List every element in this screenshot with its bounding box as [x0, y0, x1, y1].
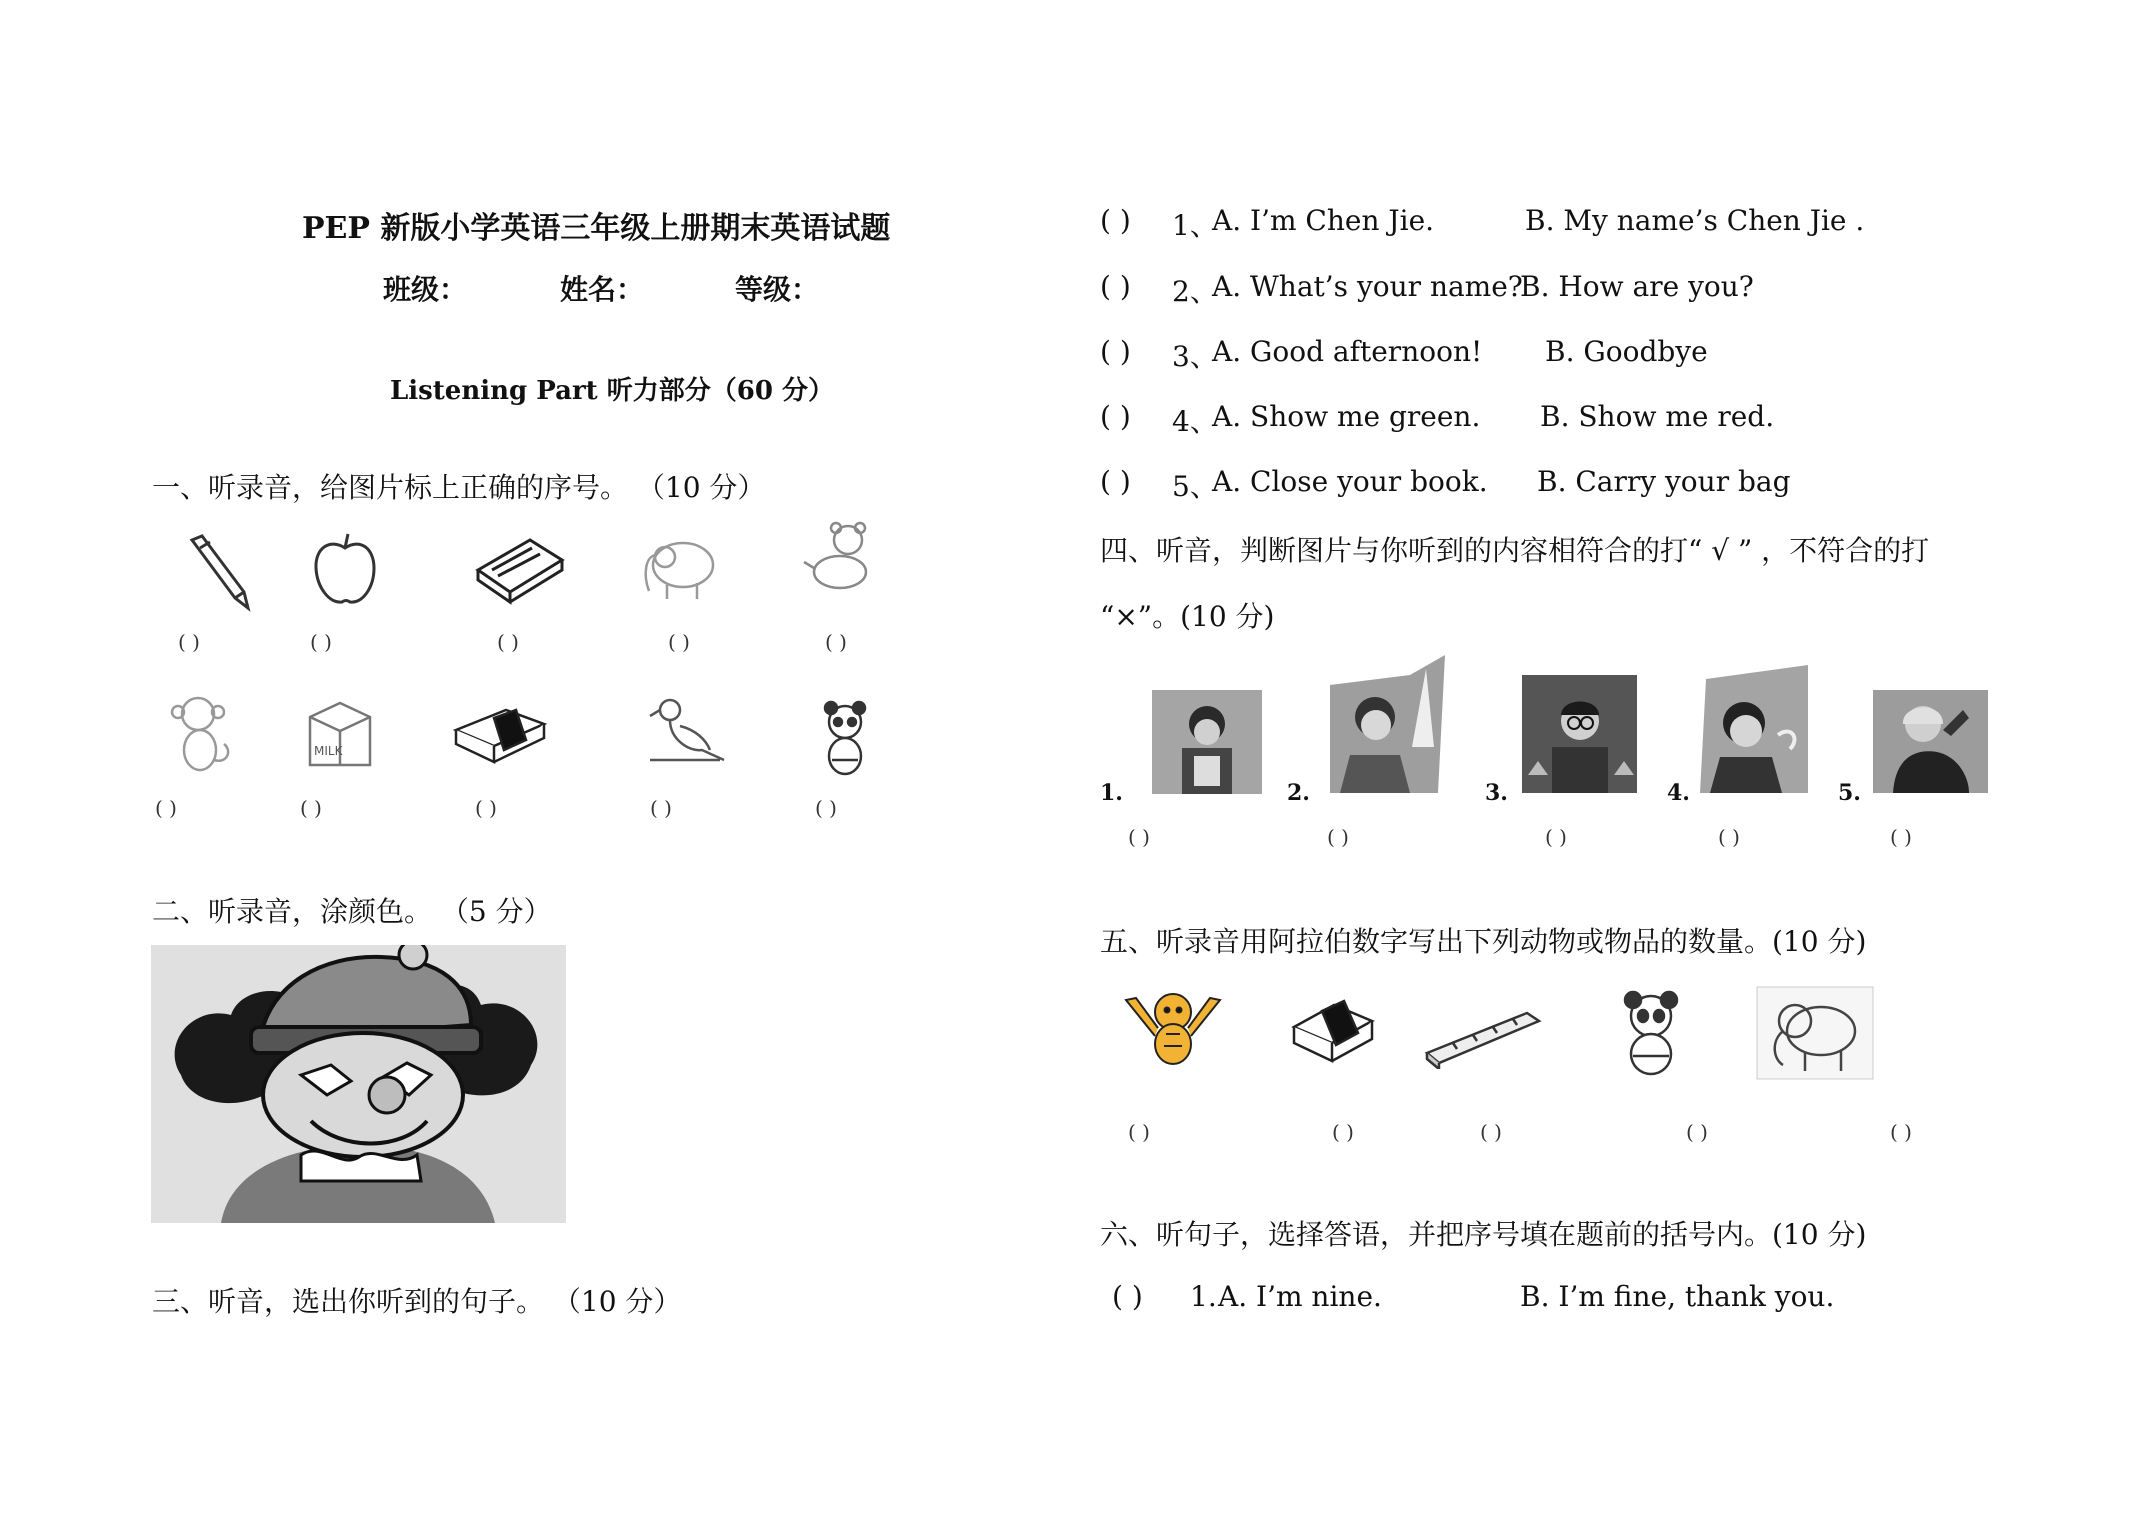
- s3-num-4: 4、: [1172, 405, 1218, 438]
- s4-blank-3[interactable]: ( ): [1545, 825, 1567, 849]
- milk-icon: [300, 693, 380, 773]
- s3-paren-2[interactable]: ( ): [1100, 270, 1131, 303]
- exam-title: PEP 新版小学英语三年级上册期末英语试题: [302, 211, 891, 246]
- s5-blank-5[interactable]: ( ): [1890, 1120, 1912, 1144]
- s3-num-1: 1、: [1172, 209, 1218, 242]
- s1-blank-1[interactable]: ( ): [178, 630, 200, 654]
- s3-paren-1[interactable]: ( ): [1100, 204, 1131, 237]
- picture-5: [1873, 690, 1988, 793]
- s3-option-a-1: A. I’m Chen Jie.: [1212, 204, 1435, 237]
- s1-blank-2[interactable]: ( ): [310, 630, 332, 654]
- s3-option-a-5: A. Close your book.: [1212, 465, 1488, 498]
- section2-heading: 二、听录音，涂颜色。 （5 分）: [152, 895, 552, 928]
- s5-blank-4[interactable]: ( ): [1686, 1120, 1708, 1144]
- s3-option-b-2: B. How are you?: [1520, 270, 1754, 303]
- s3-num-3: 3、: [1172, 340, 1218, 373]
- s3-paren-3[interactable]: ( ): [1100, 335, 1131, 368]
- s6-option-b-1: B. I’m fine, thank you.: [1520, 1280, 1835, 1313]
- section4-heading-line1: 四、听音，判断图片与你听到的内容相符合的打“ √ ” ，不符合的打: [1100, 534, 1930, 567]
- monkey-icon: [158, 690, 238, 780]
- picture-label-3: 3.: [1485, 780, 1508, 806]
- s4-blank-2[interactable]: ( ): [1327, 825, 1349, 849]
- grade-label: 等级：: [735, 273, 820, 306]
- s1-blank-6[interactable]: ( ): [155, 796, 177, 820]
- s1-blank-4[interactable]: ( ): [668, 630, 690, 654]
- s5-blank-3[interactable]: ( ): [1480, 1120, 1502, 1144]
- elephant-2-icon: [1755, 985, 1875, 1081]
- pencil-box-icon: [470, 530, 570, 610]
- apple-icon: [310, 530, 380, 610]
- section4-heading-line2: “×”。(10 分): [1100, 600, 1275, 633]
- s5-blank-1[interactable]: ( ): [1128, 1120, 1150, 1144]
- picture-label-2: 2.: [1287, 780, 1310, 806]
- section1-heading: 一、听录音，给图片标上正确的序号。 （10 分）: [152, 471, 766, 504]
- s3-option-a-4: A. Show me green.: [1212, 400, 1481, 433]
- s1-blank-3[interactable]: ( ): [497, 630, 519, 654]
- section3-heading: 三、听音，选出你听到的句子。 （10 分）: [152, 1285, 682, 1318]
- pen-icon: [180, 530, 260, 620]
- tiger-icon: [1118, 988, 1228, 1068]
- s1-blank-7[interactable]: ( ): [300, 796, 322, 820]
- class-label: 班级：: [383, 273, 468, 306]
- s5-blank-2[interactable]: ( ): [1332, 1120, 1354, 1144]
- picture-label-4: 4.: [1667, 780, 1690, 806]
- bird-icon: [640, 690, 730, 780]
- panda-icon: [810, 700, 880, 780]
- s1-blank-8[interactable]: ( ): [475, 796, 497, 820]
- s3-option-b-1: B. My name’s Chen Jie .: [1525, 204, 1865, 237]
- panda-2-icon: [1607, 990, 1697, 1076]
- s1-blank-10[interactable]: ( ): [815, 796, 837, 820]
- s3-option-b-3: B. Goodbye: [1545, 335, 1708, 368]
- picture-label-5: 5.: [1838, 780, 1861, 806]
- picture-3: [1522, 675, 1637, 793]
- s6-paren-1[interactable]: ( ): [1112, 1280, 1143, 1313]
- s3-paren-4[interactable]: ( ): [1100, 400, 1131, 433]
- s3-paren-5[interactable]: ( ): [1100, 465, 1131, 498]
- s3-num-2: 2、: [1172, 275, 1218, 308]
- s1-blank-9[interactable]: ( ): [650, 796, 672, 820]
- s3-option-b-5: B. Carry your bag: [1537, 465, 1791, 498]
- picture-1: [1152, 690, 1262, 794]
- section6-heading: 六、听句子，选择答语，并把序号填在题前的括号内。(10 分): [1100, 1218, 1867, 1251]
- s3-num-5: 5、: [1172, 470, 1218, 503]
- section5-heading: 五、听录音用阿拉伯数字写出下列动物或物品的数量。(10 分): [1100, 925, 1867, 958]
- s6-option-a-1: A. I’m nine.: [1218, 1280, 1382, 1313]
- elephant-icon: [635, 525, 725, 605]
- s4-blank-4[interactable]: ( ): [1718, 825, 1740, 849]
- s3-option-b-4: B. Show me red.: [1540, 400, 1775, 433]
- s1-blank-5[interactable]: ( ): [825, 630, 847, 654]
- clown-picture: [151, 945, 566, 1223]
- eraser-2-icon: [1288, 993, 1378, 1069]
- ruler-icon: [1423, 1003, 1543, 1069]
- name-label: 姓名：: [560, 273, 645, 306]
- svg-text:MILK: MILK: [314, 744, 343, 758]
- picture-2: [1330, 655, 1445, 793]
- s6-num-1: 1.: [1190, 1280, 1217, 1313]
- s4-blank-5[interactable]: ( ): [1890, 825, 1912, 849]
- bear-icon: [800, 518, 890, 598]
- picture-label-1: 1.: [1100, 780, 1123, 806]
- listening-title: Listening Part 听力部分（60 分）: [390, 376, 834, 406]
- s4-blank-1[interactable]: ( ): [1128, 825, 1150, 849]
- s3-option-a-2: A. What’s your name?: [1212, 270, 1523, 303]
- picture-4: [1700, 665, 1808, 793]
- eraser-icon: [450, 700, 550, 770]
- s3-option-a-3: A. Good afternoon!: [1212, 335, 1483, 368]
